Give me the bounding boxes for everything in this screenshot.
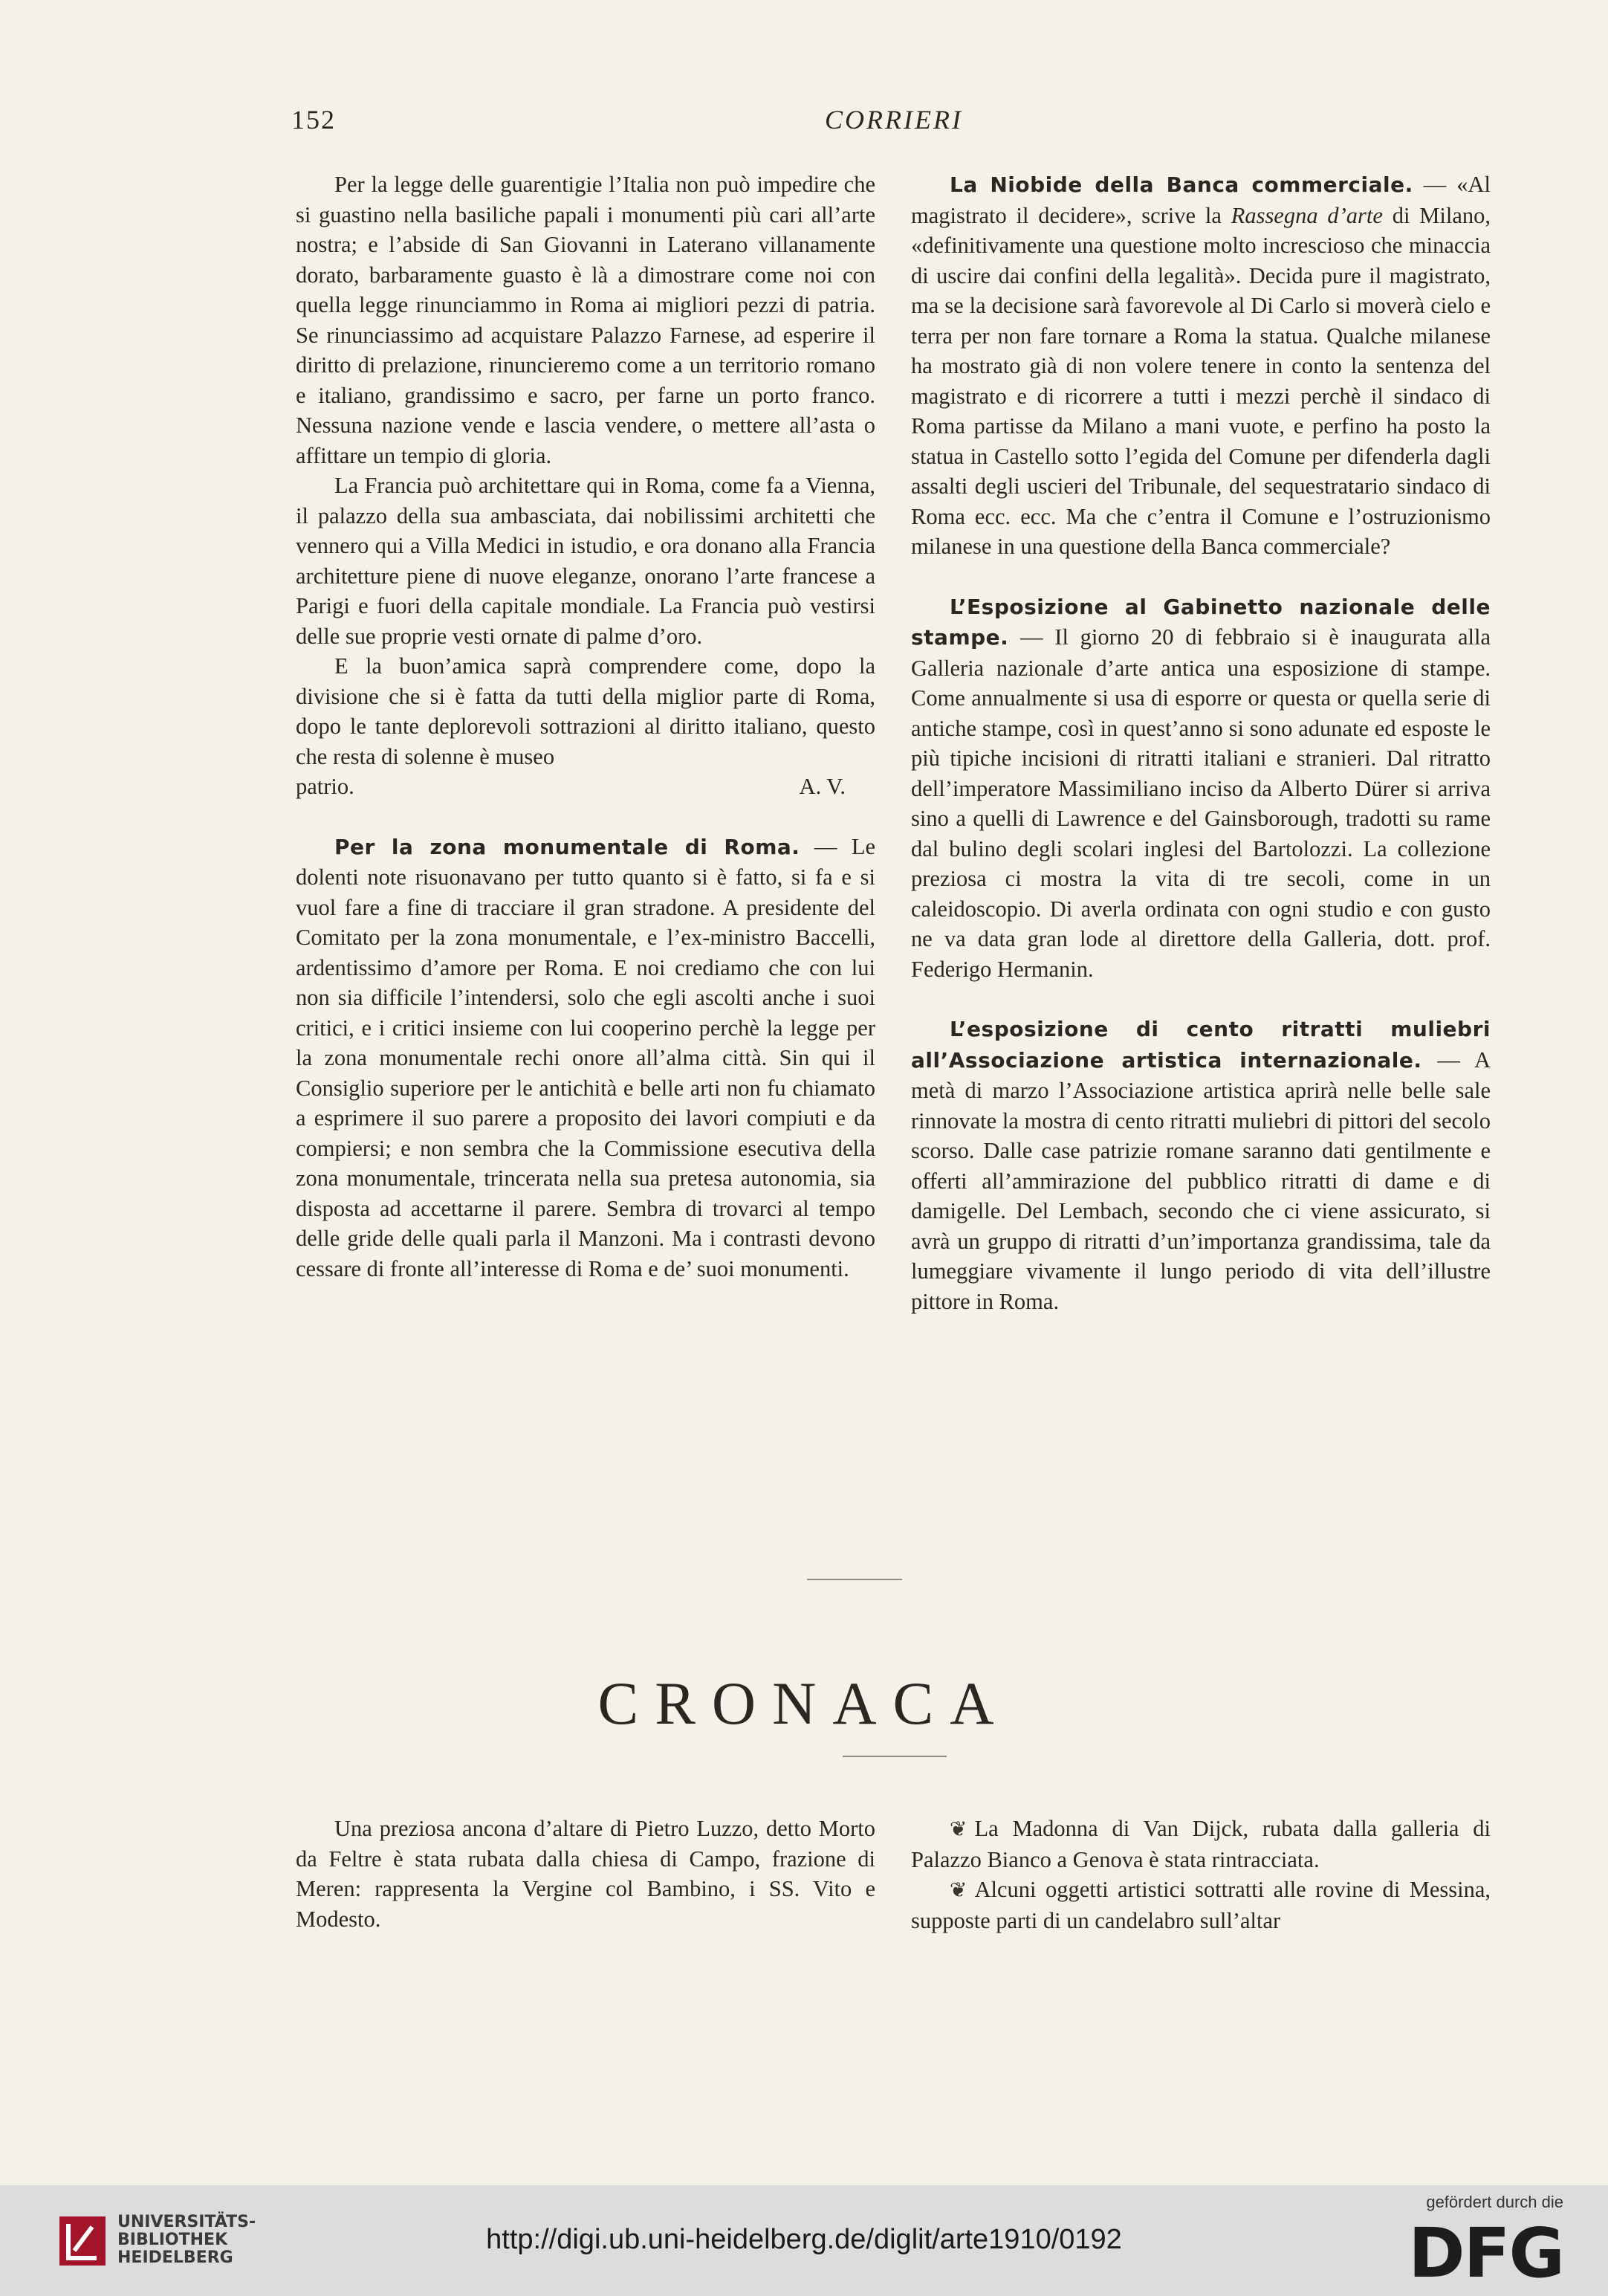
section-divider — [807, 1579, 902, 1580]
news-text: Alcuni oggetti artistici sottratti alle rovine di Messina, supposte parti di un candelabro sull’altar — [911, 1877, 1491, 1933]
sponsor-text: gefördert durch die — [1426, 2193, 1563, 2211]
paragraph: E la buon’amica saprà comprendere come, dopo la divisione che si è fatta da tutti della miglior parte di Roma, dopo le tante deplorevoli sottrazioni al diritto italiano, questo che resta di solenne è museo — [296, 653, 875, 769]
cronaca-right-column — [911, 1814, 1491, 1936]
left-column — [296, 169, 875, 1284]
section-heading: L’esposizione di cento ritratti muliebri all’Associazione artistica internazionale. — [911, 1017, 1491, 1073]
section-ritratti — [911, 1014, 1491, 1316]
paragraph: La Francia può architettare qui in Roma, come fa a Vienna, il palazzo della sua ambasciata, dai nobilissimi architetti che vennero qui a Villa Medici in istudio, e ora donano alla Francia architetture piene di nuove eleganze, onorano l’arte francese a Parigi e fuori della capitale mondiale. La Francia può vestirsi delle sue proprie vesti ornate di palme d’oro. — [296, 473, 875, 649]
title-underline — [843, 1756, 947, 1757]
news-item — [911, 1814, 1491, 1875]
section-heading: Per la zona monumentale di Roma. — [334, 834, 800, 859]
page-number: 152 — [291, 105, 336, 135]
section-zona-monumentale — [296, 832, 875, 1284]
running-title: CORRIERI — [825, 105, 963, 135]
fleuron-icon: ❦ — [950, 1878, 967, 1902]
right-column — [911, 169, 1491, 1316]
fleuron-icon: ❦ — [950, 1817, 967, 1841]
cronaca-left-column — [296, 1814, 875, 1934]
author-initials: A. V. — [799, 774, 846, 799]
paragraph-end: patrio. — [296, 774, 354, 799]
section-heading: L’Esposizione al Gabinetto nazionale delle stampe. — [911, 594, 1491, 650]
section-niobide — [911, 169, 1491, 562]
news-text: La Madonna di Van Dijck, rubata dalla galleria di Palazzo Bianco a Genova è stata rintracciata. — [911, 1816, 1491, 1872]
section-heading: La Niobide della Banca commerciale. — [950, 172, 1413, 197]
paragraph: Per la legge delle guarentigie l’Italia non può impedire che si guastino nella basiliche papali i monumenti più cari all’arte nostra; e l’abside di San Giovanni in Laterano villanamente dorato, barbaramente guasto è là a dimostrare come noi con quella legge rinunciammo in Roma ai migliori pezzi di patria. Se rinunciassimo ad acquistare Palazzo Farnese, ad esperire il diritto di prelazione, rinuncieremo come a un territorio romano e italiano, grandissimo e sacro, per farne un porto franco. Nessuna nazione vende e lascia vendere, o mettere all’asta o affittare un tempio di gloria. — [296, 172, 875, 468]
section-text: — Il giorno 20 di febbraio si è inaugurata alla Galleria nazionale d’arte antica una esposizione di stampe. Come annualmente si usa di esporre or questa or quella serie di antiche stampe, così in quest’anno si sono adunate ed esposte le più tipiche incisioni di ritratti italiani e stranieri. Dal ritratto dell’imperatore Massimiliano inciso da Alberto Dürer si arriva sino a quelli di Lawrence e del Gainsborough, tradotti su rame dal bulino degli scolari inglesi del Bartolozzi. La collezione preziosa ci mostra la vita di tre secoli, come in un caleidoscopio. Di averla ordinata con ogni studio e con gusto ne va data gran lode al direttore della Galleria, dott. prof. Federigo Hermanin. — [911, 624, 1491, 982]
library-name-line: HEIDELBERG — [117, 2248, 233, 2267]
section-text: — Le dolenti note risuonavano per tutto quanto si è fatto, si fa e si vuol fare a fine di tracciare il gran stradone. A presidente del Comitato per la zona monumentale, e l’ex-ministro Baccelli, ardentissimo d’amore per Roma. E noi crediamo che con lui non sia difficile l’intendersi, solo che egli ascolti anche i suoi critici, e i critici insieme con lui cooperino perchè la legge per la zona monumentale rechi onore all’alma città. Sin qui il Consiglio superiore per le antichità e belle arti non fu chiamato a esprimere il suo parere a proposito dei lavori compiuti e da compiersi; e non sembra che la Commissione esecutiva della zona monumentale, trincerata nella sua pretesa autonomia, sia disposta ad accettarne il parere. Sembra di trovarci al tempo delle gride delle quali parla il Manzoni. Ma i contrasti devono cessare di fronte all’interesse di Roma e de’ suoi monumenti. — [296, 833, 876, 1281]
library-name-line: UNIVERSITÄTS- — [117, 2213, 256, 2231]
paragraph: Una preziosa ancona d’altare di Pietro Luzzo, detto Morto da Feltre è stata rubata dalla chiesa di Campo, frazione di Meren: rappresenta la Vergine col Bambino, i SS. Vito e Modesto. — [296, 1816, 875, 1932]
journal-title: Rassegna d’arte — [1231, 202, 1383, 228]
permalink-url[interactable]: http://digi.ub.uni-heidelberg.de/diglit/arte1910/0192 — [486, 2224, 1122, 2255]
section-text: — «Al magistrato il decidere», scrive la — [911, 172, 1491, 228]
cronaca-title: CRONACA — [597, 1669, 1011, 1737]
section-text: di Milano, «definitivamente una questione molto increscioso che minaccia di uscire dai confini della legalità». Decida pure il magistrato, ma se la decisione sarà favorevole al Di Carlo si moverà cielo e terra per non fare tornare a Roma la statua. Qualche milanese ha mostrato già di non volere tenere in conto la sentenza del magistrato e di ricorrere a tutti i mezzi perchè il sindaco di Roma partisse da Milano a mani vuote, e perfino ha posto la statua in Castello sotto l’egida del Comune per difenderla dagli assalti degli uscieri del Tribunale, del sequestratario sindaco di Roma ecc. ecc. Ma che c’entra il Comune e l’ostruzionismo milanese in una questione della Banca commerciale? — [911, 202, 1491, 559]
dfg-logo: DFG — [1408, 2213, 1563, 2293]
signature-line — [296, 772, 875, 802]
news-item — [911, 1875, 1491, 1936]
library-name-line: BIBLIOTHEK — [117, 2231, 228, 2249]
section-stampe — [911, 592, 1491, 985]
digitization-footer — [0, 2185, 1608, 2296]
section-text: — A metà di marzo l’Associazione artistica aprirà nelle belle sale rinnovate la mostra di cento ritratti muliebri di pittori del secolo scorso. Dalle case patrizie romane saranno dati gentilmente e offerti all’ammirazione del pubblico ritratti di dame e di damigelle. Del Lembach, secondo che ci viene assicurato, si avrà un gruppo di ritratti d’un’importanza grandissima, tale da lumeggiare vivamente il lungo periodo di vita dell’illustre pittore in Roma. — [911, 1047, 1491, 1314]
